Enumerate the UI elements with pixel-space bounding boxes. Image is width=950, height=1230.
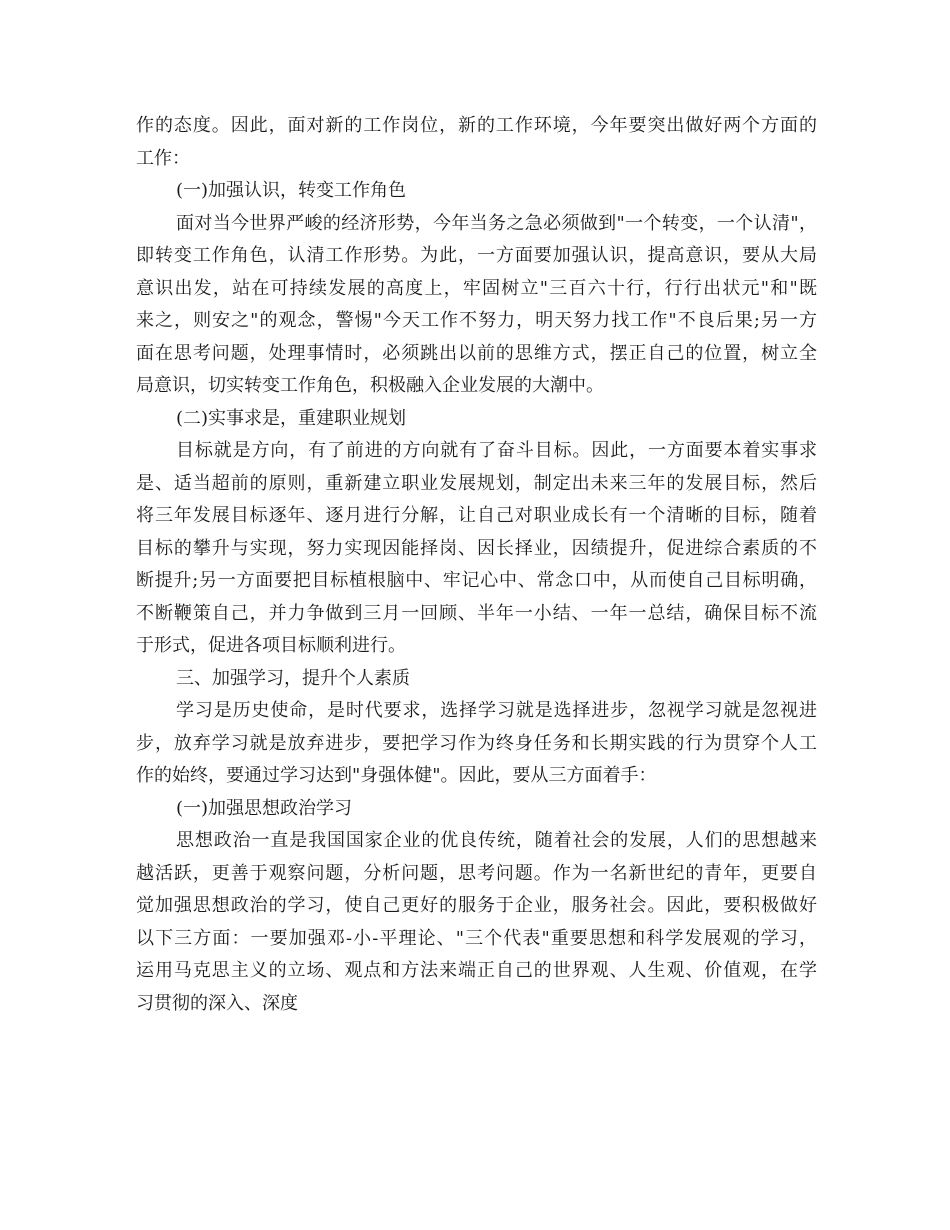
text-line: 面在思考问题，处理事情时，必须跳出以前的思维方式，摆正自己的位置，树立全 <box>136 342 817 364</box>
document-body <box>136 110 817 1020</box>
text-line: 意识出发，站在可持续发展的高度上，牢固树立"三百六十行，行行出状元"和"既 <box>136 277 817 299</box>
text-line: 目标就是方向，有了前进的方向就有了奋斗目标。因此，一方面要本着实事求 <box>176 440 817 461</box>
text-line: 觉加强思想政治的学习，使自己更好的服务于企业，服务社会。因此，要积极做好 <box>136 895 817 916</box>
text-line: 来之，则安之"的观念，警惕"今天工作不努力，明天努力找工作"不良后果;另一方 <box>136 310 817 331</box>
text-line: 三、加强学习，提升个人素质 <box>176 667 410 689</box>
text-line: 局意识，切实转变工作角色，积极融入企业发展的大潮中。 <box>136 375 604 396</box>
text-line: 作的始终，要通过学习达到"身强体健"。因此，要从三方面着手： <box>136 765 657 786</box>
text-line: 工作： <box>136 147 190 169</box>
text-line: 将三年发展目标逐年、逐月进行分解，让自己对职业成长有一个清晰的目标，随着 <box>136 505 817 526</box>
text-line: 步，放弃学习就是放弃进步，要把学习作为终身任务和长期实践的行为贯穿个人工 <box>136 732 817 754</box>
text-line: 面对当今世界严峻的经济形势，今年当务之急必须做到"一个转变，一个认清"， <box>176 212 817 234</box>
text-line: 作的态度。因此，面对新的工作岗位，新的工作环境，今年要突出做好两个方面的 <box>136 115 817 136</box>
text-line: 运用马克思主义的立场、观点和方法来端正自己的世界观、人生观、价值观，在学 <box>136 960 817 981</box>
text-line: (一)加强认识，转变工作角色 <box>176 180 407 201</box>
text-line: 习贯彻的深入、深度 <box>136 992 298 1014</box>
text-line: 即转变工作角色，认清工作形势。为此，一方面要加强认识，提高意识，要从大局 <box>136 245 817 266</box>
text-line: 不断鞭策自己，并力争做到三月一回顾、半年一小结、一年一总结，确保目标不流 <box>136 602 817 624</box>
text-line: 断提升;另一方面要把目标植根脑中、牢记心中、常念口中，从而使自己目标明确， <box>136 570 817 591</box>
text-line: 思想政治一直是我国国家企业的优良传统，随着社会的发展，人们的思想越来 <box>176 830 817 851</box>
text-line: 越活跃，更善于观察问题，分析问题，思考问题。作为一名新世纪的青年，更要自 <box>136 862 817 884</box>
text-line: 是、适当超前的原则，重新建立职业发展规划，制定出未来三年的发展目标，然后 <box>136 472 817 494</box>
text-line: 学习是历史使命，是时代要求，选择学习就是选择进步，忽视学习就是忽视进 <box>176 700 817 721</box>
text-line: 目标的攀升与实现，努力实现因能择岗、因长择业，因绩提升，促进综合素质的不 <box>136 537 817 559</box>
text-line: (一)加强思想政治学习 <box>176 797 353 819</box>
text-line: (二)实事求是，重建职业规划 <box>176 407 407 429</box>
text-line: 以下三方面：一要加强邓-小-平理论、"三个代表"重要思想和科学发展观的学习， <box>136 927 817 949</box>
text-line: 于形式，促进各项目标顺利进行。 <box>136 635 406 656</box>
